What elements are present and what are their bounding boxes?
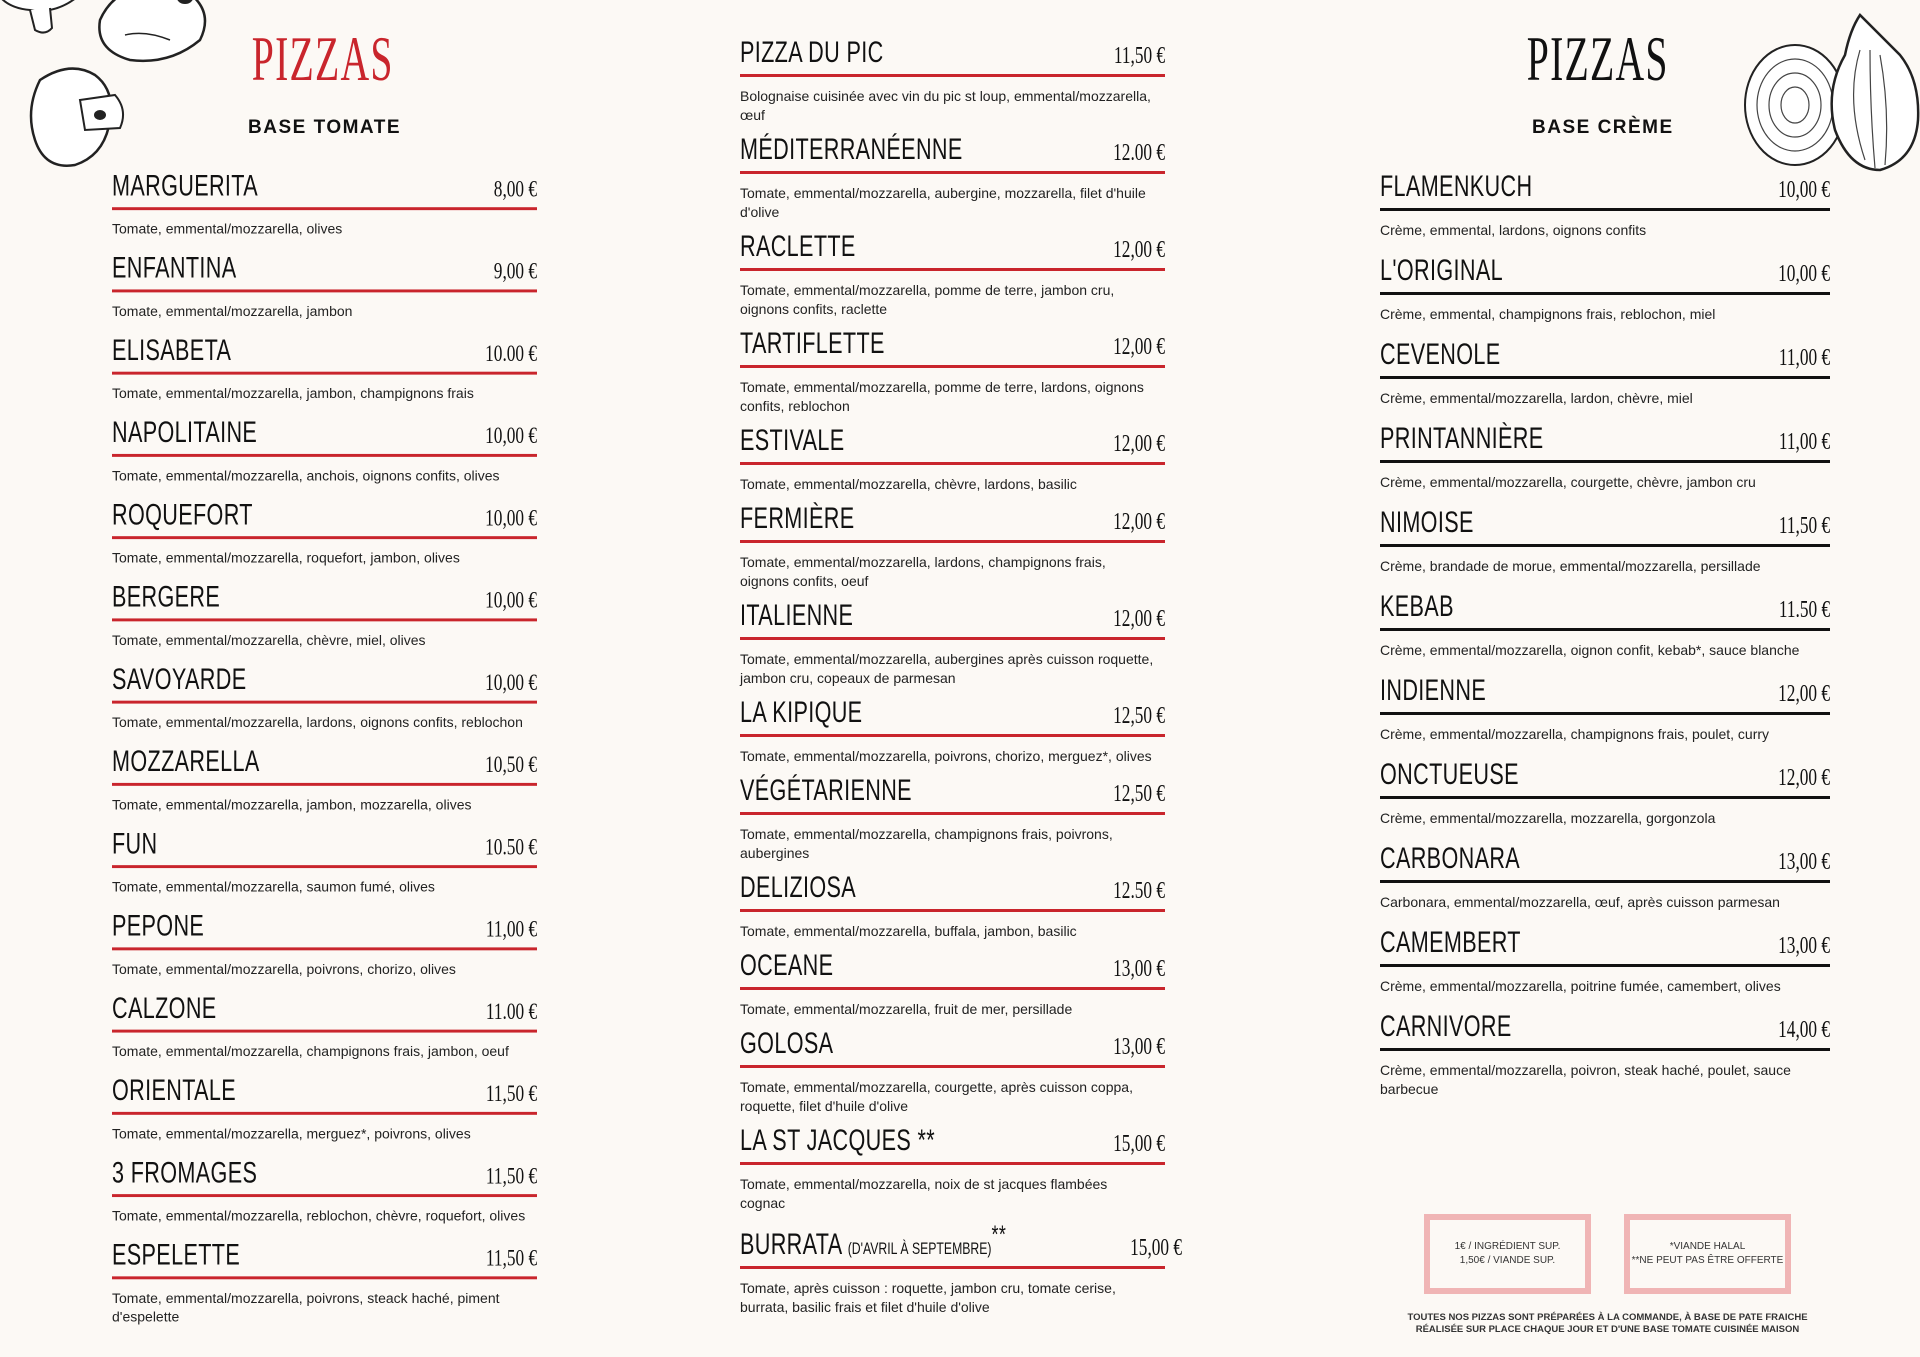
- pizza-name-text: NAPOLITAINE: [112, 416, 258, 450]
- pizza-price: 12,50 €: [1113, 703, 1165, 729]
- pizza-price: 15,00 €: [1129, 1235, 1182, 1261]
- pizza-name: [740, 774, 912, 808]
- pizza-name: [740, 1221, 1006, 1262]
- pizza-price: 14,00 €: [1778, 1017, 1830, 1043]
- right-title: PIZZAS: [1526, 23, 1669, 94]
- pizza-name-text: INDIENNE: [1380, 674, 1487, 707]
- menu-item: [740, 424, 1165, 494]
- pizza-ingredients: Crème, emmental/mozzarella, courgette, chèvre, jambon cru: [1380, 474, 1756, 490]
- menu-item: [740, 599, 1165, 688]
- pizza-name-text: TARTIFLETTE: [740, 327, 885, 360]
- menu-item: [112, 910, 537, 979]
- pizza-ingredients: Tomate, emmental/mozzarella, courgette, après cuisson coppa, roquette, filet d'huile d'olive: [740, 1079, 1133, 1114]
- mushroom-illustration: [0, 0, 100, 40]
- menu-item-header: [112, 1157, 537, 1197]
- menu-item-header: [1380, 254, 1830, 295]
- pizza-price: 11.50 €: [1778, 597, 1830, 623]
- menu-item: [1380, 1010, 1830, 1099]
- menu-item-header: [112, 252, 537, 292]
- pizza-price: 12,00 €: [1113, 334, 1165, 360]
- pizza-ingredients: Tomate, emmental/mozzarella, champignons frais, jambon, oeuf: [112, 1043, 509, 1060]
- menu-item: [112, 1157, 537, 1226]
- pizza-ingredients: Tomate, emmental/mozzarella, poivrons, steack haché, piment d'espelette: [112, 1290, 500, 1325]
- pizza-name: [740, 871, 856, 905]
- pizza-ingredients: Bolognaise cuisinée avec vin du pic st loup, emmental/mozzarella, œuf: [740, 88, 1151, 123]
- pizza-name-text: MOZZARELLA: [112, 745, 260, 779]
- pizza-name: [740, 949, 833, 983]
- pizza-name: [1380, 170, 1532, 204]
- menu-item: [1380, 254, 1830, 324]
- mushroom-illustration: [20, 60, 135, 175]
- menu-item-header: [1380, 926, 1830, 967]
- menu-item-header: [1380, 674, 1830, 715]
- menu-item-header: [112, 992, 537, 1032]
- pizza-price: 12,00 €: [1113, 431, 1165, 457]
- pizza-ingredients: Crème, emmental/mozzarella, champignons frais, poulet, curry: [1380, 726, 1770, 742]
- pizza-name: [112, 334, 231, 367]
- pizza-price: 10,50 €: [485, 752, 537, 779]
- menu-item: [1380, 758, 1830, 828]
- menu-item-header: [1380, 170, 1830, 211]
- pizza-ingredients: Crème, emmental, champignons frais, reblochon, miel: [1380, 306, 1716, 322]
- pizza-name-text: CARBONARA: [1380, 842, 1521, 875]
- note-line: **NE PEUT PAS ÊTRE OFFERTE: [1631, 1255, 1784, 1266]
- pizza-name-text: KEBAB: [1380, 590, 1454, 623]
- note-line: 1€ / INGRÉDIENT SUP.: [1454, 1241, 1561, 1252]
- pizza-ingredients: Crème, brandade de morue, emmental/mozzarella, persillade: [1380, 558, 1761, 574]
- pizza-name-text: NIMOISE: [1380, 506, 1474, 539]
- pizza-name-text: ORIENTALE: [112, 1074, 237, 1107]
- menu-item: [1380, 422, 1830, 492]
- menu-item-header: [112, 910, 537, 950]
- pizza-ingredients: Tomate, emmental/mozzarella, olives: [112, 220, 343, 237]
- pizza-name: [1380, 842, 1520, 876]
- pizza-name: [740, 599, 853, 633]
- menu-item-header: [112, 499, 537, 539]
- pizza-price: 12,00 €: [1113, 237, 1165, 263]
- menu-column-specialites: [740, 36, 1182, 1325]
- pizza-ingredients: Tomate, emmental/mozzarella, jambon: [112, 303, 353, 319]
- menu-item-header: [740, 36, 1165, 77]
- onion-illustration: [1740, 10, 1920, 180]
- pizza-name-text: MÉDITERRANÉENNE: [740, 133, 963, 166]
- pizza-availability-note: (D'AVRIL À SEPTEMBRE): [847, 1239, 992, 1258]
- pizza-price: 11,50 €: [485, 1081, 537, 1107]
- menu-item: [112, 170, 537, 239]
- menu-item: [1380, 170, 1830, 240]
- pizza-ingredients: Tomate, emmental/mozzarella, aubergine, mozzarella, filet d'huile d'olive: [740, 185, 1146, 220]
- pizza-name-text: ELISABETA: [112, 334, 232, 367]
- menu-item: [1380, 926, 1830, 996]
- menu-item-header: [112, 746, 537, 786]
- pizza-ingredients: Crème, emmental/mozzarella, oignon confit, kebab*, sauce blanche: [1380, 642, 1800, 658]
- pizza-name: [112, 252, 236, 285]
- menu-item-header: [1380, 422, 1830, 463]
- pizza-ingredients: Tomate, emmental/mozzarella, champignons frais, poivrons, aubergines: [740, 826, 1113, 861]
- menu-item-header: [740, 424, 1165, 465]
- pizza-name: [740, 696, 862, 730]
- pizza-price: 11,00 €: [1778, 345, 1830, 371]
- menu-item: [1380, 674, 1830, 744]
- menu-item: [740, 36, 1165, 125]
- menu-item-header: [740, 1027, 1165, 1068]
- pizza-name: [112, 910, 204, 943]
- pizza-name-text: DELIZIOSA: [740, 871, 857, 904]
- pizza-price: 13,00 €: [1113, 956, 1165, 982]
- pizza-price: 10,00 €: [1778, 177, 1830, 203]
- menu-item: [112, 663, 537, 732]
- pizza-ingredients: Tomate, emmental/mozzarella, pomme de terre, jambon cru, oignons confits, raclette: [740, 282, 1115, 317]
- pizza-price: 12,00 €: [1778, 765, 1830, 791]
- pizza-ingredients: Crème, emmental, lardons, oignons confits: [1380, 222, 1647, 238]
- pizza-name-text: ESTIVALE: [740, 424, 845, 457]
- menu-item-header: [112, 334, 537, 374]
- pizza-ingredients: Tomate, emmental/mozzarella, buffala, jambon, basilic: [740, 923, 1077, 939]
- pizza-price: 12.00 €: [1113, 140, 1165, 166]
- pizza-name-text: RACLETTE: [740, 230, 856, 263]
- menu-item-header: [1380, 590, 1830, 631]
- menu-item: [740, 1221, 1182, 1317]
- pizza-name: [112, 828, 157, 861]
- pizza-name-text: VÉGÉTARIENNE: [740, 774, 912, 807]
- menu-item-header: [740, 230, 1165, 271]
- pizza-ingredients: Tomate, emmental/mozzarella, saumon fumé, olives: [112, 878, 435, 895]
- pizza-ingredients: Tomate, emmental/mozzarella, noix de st jacques flambées cognac: [740, 1176, 1108, 1211]
- menu-item-header: [740, 696, 1165, 737]
- menu-item: [112, 746, 537, 815]
- pizza-price: 9,00 €: [493, 259, 537, 285]
- pizza-name-text: CAMEMBERT: [1380, 926, 1521, 959]
- menu-item: [112, 1239, 537, 1326]
- menu-item-header: [112, 828, 537, 868]
- pizza-name-text: CEVENOLE: [1380, 338, 1501, 371]
- pizza-ingredients: Crème, emmental/mozzarella, poivron, steak haché, poulet, sauce barbecue: [1380, 1062, 1791, 1097]
- menu-item: [740, 230, 1165, 319]
- pizza-name-text: FERMIÈRE: [740, 502, 855, 535]
- pizza-name-text: L'ORIGINAL: [1380, 254, 1503, 287]
- pizza-name-text: 3 FROMAGES: [112, 1156, 258, 1190]
- menu-item-header: [740, 327, 1165, 368]
- pizza-ingredients: Tomate, après cuisson : roquette, jambon cru, tomate cerise, burrata, basilic frais et filet d'huile d'olive: [740, 1280, 1116, 1315]
- menu-item: [1380, 590, 1830, 660]
- menu-item-header: [740, 599, 1165, 640]
- pizza-ingredients: Tomate, emmental/mozzarella, jambon, champignons frais: [112, 385, 474, 402]
- menu-item: [740, 1027, 1165, 1116]
- pizza-price: 10,00 €: [485, 423, 537, 450]
- pizza-name: [740, 502, 854, 536]
- pizza-ingredients: Tomate, emmental/mozzarella, anchois, oignons confits, olives: [112, 467, 500, 484]
- menu-item: [740, 696, 1165, 766]
- footer-note: [1380, 1312, 1835, 1336]
- menu-item: [112, 992, 537, 1061]
- menu-item-header: [740, 133, 1165, 174]
- left-title: PIZZAS: [251, 23, 394, 94]
- pizza-name-text: ITALIENNE: [740, 599, 854, 632]
- pizza-name-text: CALZONE: [112, 992, 217, 1025]
- pizza-price: 12.50 €: [1113, 878, 1165, 904]
- pizza-name: [1380, 926, 1521, 960]
- pizza-name: [1380, 590, 1454, 624]
- pizza-ingredients: Tomate, emmental/mozzarella, merguez*, poivrons, olives: [112, 1125, 471, 1142]
- pizza-ingredients: Tomate, emmental/mozzarella, lardons, oignons confits, reblochon: [112, 714, 523, 731]
- pizza-name: [112, 663, 246, 696]
- menu-item: [112, 252, 537, 321]
- pizza-ingredients: Tomate, emmental/mozzarella, fruit de mer, persillade: [740, 1001, 1073, 1017]
- pizza-price: 11,50 €: [1113, 43, 1165, 69]
- pizza-price: 11,50 €: [485, 1246, 537, 1272]
- pizza-price: 11,00 €: [1778, 429, 1830, 455]
- menu-item-header: [112, 581, 537, 621]
- pizza-name: [740, 424, 845, 458]
- menu-item-header: [740, 1124, 1165, 1165]
- pizza-name: [112, 499, 253, 532]
- pizza-price: 10.00 €: [485, 341, 537, 367]
- pizza-name: [1380, 1010, 1512, 1044]
- menu-item: [740, 502, 1165, 591]
- menu-item: [740, 871, 1165, 941]
- pizza-price: 11.00 €: [485, 999, 537, 1025]
- note-line: 1,50€ / VIANDE SUP.: [1459, 1255, 1556, 1266]
- pizza-name-text: ESPELETTE: [112, 1239, 241, 1272]
- menu-item-header: [740, 1221, 1182, 1269]
- menu-item: [112, 499, 537, 568]
- menu-item-header: [1380, 338, 1830, 379]
- menu-item-header: [112, 1239, 537, 1279]
- pizza-price: 11,00 €: [485, 917, 537, 943]
- pizza-name: [1380, 338, 1501, 372]
- pizza-price: 11,50 €: [485, 1163, 537, 1190]
- menu-item: [740, 949, 1165, 1019]
- pizza-name: [740, 230, 856, 264]
- menu-item-header: [740, 949, 1165, 990]
- pizza-name: [112, 1075, 236, 1108]
- menu-item-header: [1380, 758, 1830, 799]
- pizza-name-text: MARGUERITA: [112, 170, 259, 203]
- pizza-name-text: LA ST JACQUES **: [740, 1124, 936, 1157]
- menu-item-header: [740, 774, 1165, 815]
- pizza-price: 12,00 €: [1113, 606, 1165, 632]
- left-subtitle: BASE TOMATE: [248, 117, 402, 138]
- footer-line: RÉALISÉE SUR PLACE CHAQUE JOUR ET D'UNE BASE TOMATE CUISINÉE MAISON: [1415, 1324, 1800, 1335]
- menu-item-header: [112, 417, 537, 457]
- pizza-name: [740, 1027, 833, 1061]
- pizza-name: [1380, 422, 1544, 456]
- pizza-name: [112, 746, 260, 779]
- pizza-price: 13,00 €: [1778, 849, 1830, 875]
- pizza-name-text: ROQUEFORT: [112, 498, 253, 532]
- pizza-price: 12,50 €: [1113, 781, 1165, 807]
- pizza-price: 13,00 €: [1778, 933, 1830, 959]
- menu-item: [112, 417, 537, 486]
- pizza-ingredients: Crème, emmental/mozzarella, lardon, chèvre, miel: [1380, 390, 1693, 406]
- pizza-ingredients: Tomate, emmental/mozzarella, roquefort, jambon, olives: [112, 549, 460, 566]
- pizza-price: 15,00 €: [1113, 1131, 1165, 1157]
- pizza-price: 10,00 €: [485, 588, 537, 614]
- pizza-price: 12,00 €: [1778, 681, 1830, 707]
- pizza-ingredients: Carbonara, emmental/mozzarella, œuf, après cuisson parmesan: [1380, 894, 1780, 910]
- pizza-name-text: GOLOSA: [740, 1027, 834, 1060]
- menu-column-tomate: [112, 170, 537, 1340]
- note-line: *VIANDE HALAL: [1669, 1241, 1746, 1252]
- pizza-ingredients: Tomate, emmental/mozzarella, chèvre, miel, olives: [112, 632, 426, 648]
- pizza-name-text: PRINTANNIÈRE: [1380, 422, 1544, 455]
- pizza-ingredients: Crème, emmental/mozzarella, poitrine fumée, camembert, olives: [1380, 978, 1781, 994]
- pizza-price: 11,50 €: [1778, 513, 1830, 539]
- pizza-ingredients: Tomate, emmental/mozzarella, lardons, champignons frais, oignons confits, oeuf: [740, 554, 1106, 589]
- pizza-name: [112, 1157, 257, 1190]
- menu-item: [1380, 842, 1830, 912]
- pizza-name-text: SAVOYARDE: [112, 663, 247, 696]
- pizza-ingredients: Crème, emmental/mozzarella, mozzarella, gorgonzola: [1380, 810, 1716, 826]
- pizza-name: [112, 992, 217, 1025]
- pizza-price: 10,00 €: [485, 670, 537, 696]
- pizza-name: [740, 36, 884, 70]
- menu-item-header: [112, 170, 537, 210]
- menu-item: [740, 133, 1165, 222]
- halal-note-box: [1624, 1214, 1791, 1294]
- menu-item-header: [1380, 506, 1830, 547]
- pizza-name: [112, 581, 220, 614]
- pizza-name: [740, 327, 885, 361]
- pizza-name-text: PIZZA DU PIC: [740, 36, 884, 69]
- pizza-ingredients: Tomate, emmental/mozzarella, pomme de terre, lardons, oignons confits, reblochon: [740, 379, 1144, 414]
- pizza-name: [1380, 506, 1474, 540]
- pizza-ingredients: Tomate, emmental/mozzarella, chèvre, lardons, basilic: [740, 476, 1077, 492]
- menu-item: [740, 774, 1165, 863]
- pizza-name-text: BERGERE: [112, 581, 221, 614]
- menu-item: [1380, 506, 1830, 576]
- menu-item-header: [740, 502, 1165, 543]
- pizza-ingredients: Tomate, emmental/mozzarella, reblochon, chèvre, roquefort, olives: [112, 1207, 526, 1224]
- supplement-note-box: [1424, 1214, 1591, 1294]
- pizza-name: [112, 1239, 240, 1272]
- pizza-ingredients: Tomate, emmental/mozzarella, aubergines après cuisson roquette, jambon cru, copeaux de parmesan: [740, 651, 1154, 686]
- pizza-name-text: PEPONE: [112, 910, 205, 943]
- menu-item: [112, 1075, 537, 1144]
- pizza-name: [112, 170, 258, 203]
- pizza-name-suffix: **: [991, 1221, 1007, 1249]
- pizza-ingredients: Tomate, emmental/mozzarella, poivrons, chorizo, merguez*, olives: [740, 748, 1152, 764]
- pizza-name-text: CARNIVORE: [1380, 1010, 1512, 1043]
- pizza-name: [740, 133, 963, 167]
- pizza-price: 10,00 €: [1778, 261, 1830, 287]
- pizza-name-text: ENFANTINA: [112, 252, 237, 285]
- menu-item: [1380, 338, 1830, 408]
- menu-item-header: [1380, 842, 1830, 883]
- pizza-price: 10,00 €: [485, 505, 537, 532]
- menu-item: [112, 581, 537, 650]
- pizza-price: 13,00 €: [1113, 1034, 1165, 1060]
- pizza-name-text: ONCTUEUSE: [1380, 758, 1519, 791]
- footer-line: TOUTES NOS PIZZAS SONT PRÉPARÉES À LA COMMANDE, À BASE DE PATE FRAICHE: [1407, 1312, 1808, 1323]
- menu-item: [112, 828, 537, 897]
- pizza-price: 12,00 €: [1113, 509, 1165, 535]
- pizza-ingredients: Tomate, emmental/mozzarella, jambon, mozzarella, olives: [112, 796, 472, 813]
- pizza-name-text: FLAMENKUCH: [1380, 170, 1533, 203]
- pizza-ingredients: Tomate, emmental/mozzarella, poivrons, chorizo, olives: [112, 961, 456, 977]
- pizza-name-text: BURRATA: [740, 1228, 842, 1261]
- pizza-price: 10.50 €: [485, 834, 537, 861]
- menu-column-creme: [1380, 170, 1830, 1113]
- menu-item-header: [112, 1075, 537, 1115]
- pizza-name: [1380, 254, 1503, 288]
- pizza-price: 8,00 €: [493, 176, 537, 203]
- right-subtitle: BASE CRÈME: [1532, 117, 1674, 138]
- menu-item: [740, 1124, 1165, 1213]
- menu-item: [740, 327, 1165, 416]
- menu-item-header: [740, 871, 1165, 912]
- pizza-name-text: OCEANE: [740, 949, 834, 982]
- pizza-name: [112, 417, 257, 450]
- menu-item-header: [1380, 1010, 1830, 1051]
- menu-item: [112, 334, 537, 403]
- menu-item-header: [112, 663, 537, 703]
- pizza-name: [1380, 758, 1519, 792]
- pizza-name-text: LA KIPIQUE: [740, 696, 863, 729]
- pizza-name: [1380, 674, 1486, 708]
- pizza-name-text: FUN: [112, 827, 158, 861]
- pizza-name: [740, 1124, 935, 1158]
